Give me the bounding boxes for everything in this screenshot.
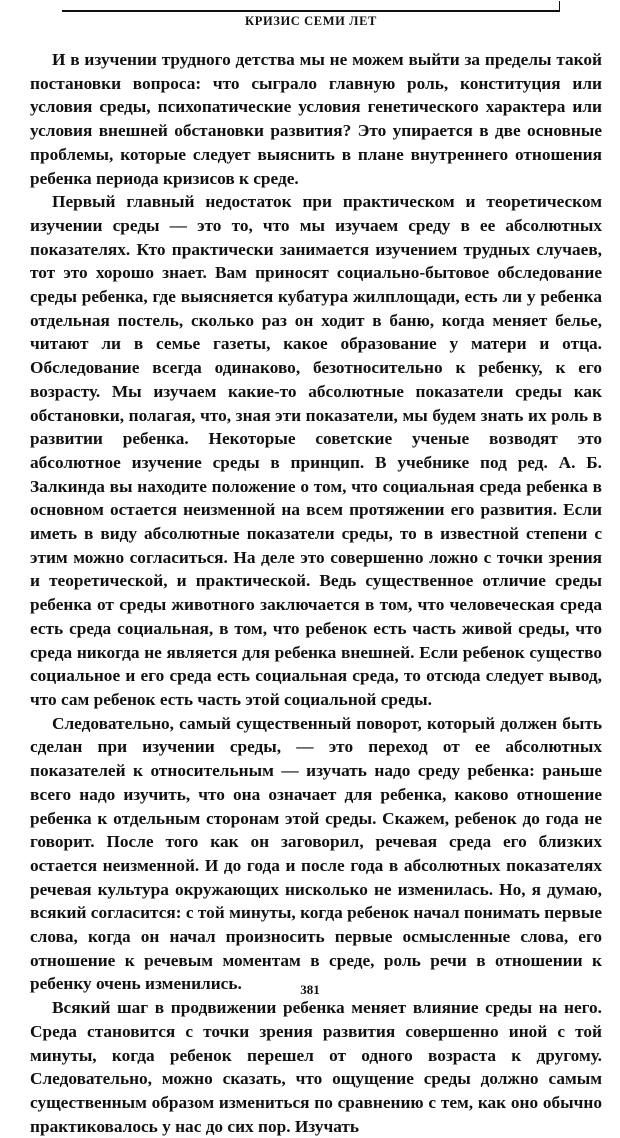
header-rule <box>62 10 560 12</box>
paragraph-1: И в изучении трудного детства мы не можем выйти за пределы такой постановки вопроса: что сыграло главную роль, конституция или условия среды, психопатические условия генетического характера или условия внешней обстановки развития? Это упирается в две основные проблемы, которые следует выяснить в плане внутреннего отношения ребенка периода кризисов к среде. <box>30 50 602 188</box>
running-header <box>62 0 560 30</box>
header-title: КРИЗИС СЕМИ ЛЕТ <box>245 14 377 28</box>
header-tick-mark <box>559 1 560 11</box>
paragraph-2: Первый главный недостаток при практическом и теоретическом изучении среды — это то, что мы изучаем среду в ее абсолютных показателях. Кто практически занимается изучением трудных случаев, тот это хорошо знает. Вам приносят социально-бытовое обследование среды ребенка, где выясняется кубатура жилплощади, есть ли у ребенка отдельная постель, сколько раз он ходит в баню, когда меняет белье, читают ли в семье газеты, какое образование у матери и отца. Обследование всегда одинаково, безотносительно к ребенку, к его возрасту. Мы изучаем какие-то абсолютные показатели среды как обстановки, полагая, что, зная эти показатели, мы будем знать их роль в развитии ребенка. Некоторые советские ученые возводят это абсолютное изучение среды в принцип. В учебнике под ред. А. Б. Залкинда вы находите положение о том, что социальная среда ребенка в основном остается неизменной на всем протяжении его развития. Если иметь в виду абсолютные показатели среды, то в известной степени с этим можно согласиться. На деле это совершенно ложно с точки зрения и теоретической, и практической. Ведь существенное отличие среды ребенка от среды животного заключается в том, что человеческая среда есть среда социальная, в том, что ребенок есть часть живой среды, что среда никогда не является для ребенка внешней. Если ребенок существо социальное и его среда есть социальная среда, то отсюда следует вывод, что сам ребенок есть часть этой социальной среды. <box>30 192 602 709</box>
paragraph-3: Следовательно, самый существенный поворот, который должен быть сделан при изучении среды, — это переход от ее абсолютных показателей к относительным — изучать надо среду ребенка: раньше всего надо изучить, что она означает для ребенка, каково отношение ребенка к отдельным сторонам этой среды. Скажем, ребенок до года не говорит. После того как он заговорил, речевая среда его близких остается неизменной. И до года и после года в абсолютных показателях речевая культура окружающих нисколько не изменилась. Но, я думаю, всякий согласится: с той минуты, когда ребенок начал понимать первые слова, когда он начал произносить первые осмысленные слова, его отношение к речевым моментам в среде, роль речи в отношении к ребенку очень изменились. <box>30 713 602 994</box>
page-number: 381 <box>300 982 320 997</box>
paragraph-4: Всякий шаг в продвижении ребенка меняет влияние среды на него. Среда становится с точки зрения развития совершенно иной с той минуты, когда ребенок перешел от одного возраста к другому. Следовательно, можно сказать, что ощущение среды должно самым существенным образом измениться по сравнению с тем, как оно обычно практиковалось у нас до сих пор. Изучать <box>30 998 602 1136</box>
text-body <box>30 48 602 1138</box>
